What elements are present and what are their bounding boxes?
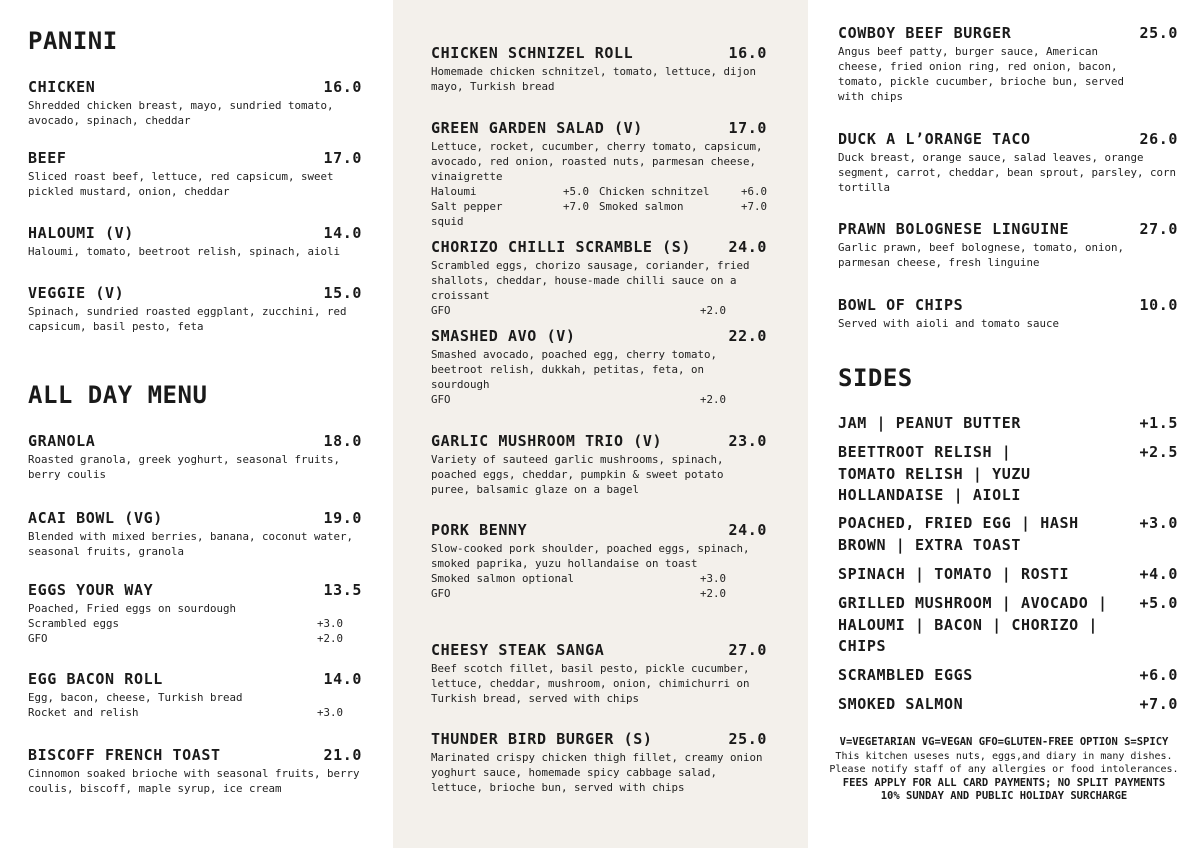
menu-item <box>431 431 767 497</box>
item-price: 27.0 <box>1139 220 1178 238</box>
dietary-legend: V=VEGETARIAN VG=VEGAN GFO=GLUTEN-FREE OPTION S=SPICY <box>839 736 1169 748</box>
all-day-menu-title: ALL DAY MENU <box>28 381 208 409</box>
item-price: 16.0 <box>728 44 767 62</box>
side-item <box>838 593 1178 658</box>
extra-price: +3.0 <box>317 706 344 719</box>
addon <box>431 199 599 229</box>
item-description: Homemade chicken schnitzel, tomato, lettuce, dijon mayo, Turkish bread <box>431 65 757 93</box>
addon <box>599 199 767 229</box>
extra-price: +2.0 <box>700 304 727 317</box>
item-name: CHICKEN <box>28 78 96 96</box>
extra-price: +3.0 <box>700 572 727 585</box>
item-description: Egg, bacon, cheese, Turkish bread <box>28 691 243 704</box>
item-name: EGG BACON ROLL <box>28 670 163 688</box>
extra-label: GFO <box>431 304 451 317</box>
extra-label: Rocket and relish <box>28 706 139 719</box>
addon-label: Chicken schnitzel <box>599 185 710 198</box>
item-price: 24.0 <box>728 238 767 256</box>
addon-price: +5.0 <box>562 185 589 198</box>
menu-item <box>28 508 362 559</box>
menu-footer <box>808 736 1200 804</box>
item-price: 24.0 <box>728 521 767 539</box>
item-name: BEEF <box>28 149 67 167</box>
addon-label: Smoked salmon <box>599 200 684 213</box>
item-description: Shredded chicken breast, mayo, sundried tomato, avocado, spinach, cheddar <box>28 99 334 127</box>
item-price: 17.0 <box>323 149 362 167</box>
middle-column <box>393 0 808 848</box>
item-extra <box>431 571 767 586</box>
item-description: Marinated crispy chicken thigh fillet, creamy onion yoghurt sauce, homemade spicy cabbage salad, lettuce, brioche bun, served with chips <box>431 751 763 794</box>
item-description: Cinnomon soaked brioche with seasonal fruits, berry coulis, biscoff, maple syrup, ice cream <box>28 767 360 795</box>
menu-item <box>28 431 362 482</box>
addon-label: Haloumi <box>431 185 477 198</box>
item-price: 14.0 <box>323 670 362 688</box>
item-description: Spinach, sundried roasted eggplant, zucchini, red capsicum, basil pesto, feta <box>28 305 347 333</box>
side-price: +4.0 <box>1139 565 1178 583</box>
menu-item <box>838 295 1178 331</box>
item-description: Blended with mixed berries, banana, coconut water, seasonal fruits, granola <box>28 530 354 558</box>
item-price: 27.0 <box>728 641 767 659</box>
extra-price: +3.0 <box>317 617 344 630</box>
extra-price: +2.0 <box>317 632 344 645</box>
menu-item <box>431 729 767 795</box>
addon-grid <box>431 184 767 229</box>
item-description: Roasted granola, greek yoghurt, seasonal fruits, berry coulis <box>28 453 341 481</box>
menu-item <box>28 580 362 646</box>
item-price: 17.0 <box>728 119 767 137</box>
item-name: ACAI BOWL (VG) <box>28 509 163 527</box>
side-price: +2.5 <box>1139 443 1178 461</box>
addon-price: +6.0 <box>740 185 767 198</box>
left-column <box>0 0 393 848</box>
item-price: 16.0 <box>323 78 362 96</box>
item-description: Duck breast, orange sauce, salad leaves, orange segment, carrot, cheddar, bean sprout, parsley, corn tortilla <box>838 151 1177 194</box>
menu-item <box>431 118 767 229</box>
extra-label: Scrambled eggs <box>28 617 120 630</box>
side-name: SMOKED SALMON <box>838 695 964 713</box>
side-price: +7.0 <box>1139 695 1178 713</box>
item-description: Angus beef patty, burger sauce, American cheese, fried onion ring, red onion, bacon, tomato, pickle cucumber, brioche bun, served with chips <box>838 45 1125 103</box>
extra-label: Smoked salmon optional <box>431 572 575 585</box>
item-description: Poached, Fried eggs on sourdough <box>28 602 237 615</box>
item-name: HALOUMI (V) <box>28 224 134 242</box>
addon <box>599 184 767 199</box>
panini-title: PANINI <box>28 27 118 55</box>
item-price: 14.0 <box>323 224 362 242</box>
item-extra <box>431 303 767 318</box>
item-name: COWBOY BEEF BURGER <box>838 24 1012 42</box>
item-name: CHORIZO CHILLI SCRAMBLE (S) <box>431 238 692 256</box>
item-price: 13.5 <box>323 581 362 599</box>
addon <box>431 184 599 199</box>
item-name: EGGS YOUR WAY <box>28 581 154 599</box>
side-item <box>838 442 1178 507</box>
item-description: Slow-cooked pork shoulder, poached eggs, spinach, smoked paprika, yuzu hollandaise on toast <box>431 542 750 570</box>
sides-title: SIDES <box>838 364 913 392</box>
addon-price: +7.0 <box>562 200 589 213</box>
item-description: Garlic prawn, beef bolognese, tomato, onion, parmesan cheese, fresh linguine <box>838 241 1125 269</box>
extra-label: GFO <box>431 587 451 600</box>
payment-notice: FEES APPLY FOR ALL CARD PAYMENTS; NO SPLIT PAYMENTS <box>842 776 1166 789</box>
side-name: POACHED, FRIED EGG | HASH BROWN | EXTRA TOAST <box>838 514 1079 554</box>
item-name: SMASHED AVO (V) <box>431 327 576 345</box>
menu-item <box>28 148 362 199</box>
menu-item <box>838 219 1178 270</box>
item-description: Served with aioli and tomato sauce <box>838 317 1060 330</box>
menu-item <box>838 129 1178 195</box>
item-price: 26.0 <box>1139 130 1178 148</box>
item-description: Sliced roast beef, lettuce, red capsicum, sweet pickled mustard, onion, cheddar <box>28 170 334 198</box>
allergy-notice: Please notify staff of any allergies or food intolerances. <box>829 764 1179 775</box>
item-extra <box>431 586 767 601</box>
side-item <box>838 513 1178 556</box>
allergy-notice: This kitchen useses nuts, eggs,and diary in many dishes. <box>835 750 1173 762</box>
menu-item <box>431 43 767 94</box>
side-name: SCRAMBLED EGGS <box>838 666 973 684</box>
item-price: 21.0 <box>323 746 362 764</box>
side-item <box>838 694 1178 716</box>
side-item <box>838 564 1178 586</box>
item-price: 18.0 <box>323 432 362 450</box>
side-name: GRILLED MUSHROOM | AVOCADO | HALOUMI | BACON | CHORIZO | CHIPS <box>838 594 1108 655</box>
item-name: PORK BENNY <box>431 521 528 539</box>
item-description: Scrambled eggs, chorizo sausage, coriander, fried shallots, cheddar, house-made chilli sauce on a croissant <box>431 259 750 302</box>
item-price: 25.0 <box>728 730 767 748</box>
menu-item <box>431 640 767 706</box>
side-price: +6.0 <box>1139 666 1178 684</box>
item-price: 19.0 <box>323 509 362 527</box>
menu-item <box>838 23 1178 104</box>
right-column <box>808 0 1200 848</box>
item-price: 15.0 <box>323 284 362 302</box>
item-extra <box>28 631 362 646</box>
item-name: GRANOLA <box>28 432 96 450</box>
menu-item <box>431 237 767 318</box>
menu-item <box>28 669 362 720</box>
item-name: THUNDER BIRD BURGER (S) <box>431 730 653 748</box>
addon-label: Salt pepper squid <box>431 200 503 228</box>
side-item <box>838 413 1178 435</box>
side-name: JAM | PEANUT BUTTER <box>838 414 1021 432</box>
item-extra <box>431 392 767 407</box>
item-price: 10.0 <box>1139 296 1178 314</box>
extra-label: GFO <box>431 393 451 406</box>
item-name: BOWL OF CHIPS <box>838 296 964 314</box>
item-price: 25.0 <box>1139 24 1178 42</box>
side-price: +3.0 <box>1139 514 1178 532</box>
item-price: 22.0 <box>728 327 767 345</box>
item-name: CHEESY STEAK SANGA <box>431 641 605 659</box>
item-description: Lettuce, rocket, cucumber, cherry tomato, capsicum, avocado, red onion, roasted nuts, parmesan cheese, vinaigrette <box>431 140 763 183</box>
menu-item <box>431 326 767 407</box>
item-name: GREEN GARDEN SALAD (V) <box>431 119 643 137</box>
side-name: SPINACH | TOMATO | ROSTI <box>838 565 1070 583</box>
extra-price: +2.0 <box>700 393 727 406</box>
item-price: 23.0 <box>728 432 767 450</box>
item-name: DUCK A L’ORANGE TACO <box>838 130 1031 148</box>
menu-item <box>28 745 362 796</box>
surcharge-notice: 10% SUNDAY AND PUBLIC HOLIDAY SURCHARGE <box>880 790 1128 802</box>
item-name: GARLIC MUSHROOM TRIO (V) <box>431 432 663 450</box>
item-name: CHICKEN SCHNIZEL ROLL <box>431 44 634 62</box>
item-description: Smashed avocado, poached egg, cherry tomato, beetroot relish, dukkah, petitas, feta, on sourdough <box>431 348 718 391</box>
item-description: Beef scotch fillet, basil pesto, pickle cucumber, lettuce, cheddar, mushroom, onion, chimichurri on Turkish bread, served with chips <box>431 662 750 705</box>
item-description: Variety of sauteed garlic mushrooms, spinach, poached eggs, cheddar, pumpkin & sweet potato puree, balsamic glaze on a bagel <box>431 453 724 496</box>
side-price: +5.0 <box>1139 594 1178 612</box>
extra-label: GFO <box>28 632 48 645</box>
side-name: BEETTROOT RELISH | TOMATO RELISH | YUZU HOLLANDAISE | AIOLI <box>838 443 1031 504</box>
item-description: Haloumi, tomato, beetroot relish, spinach, aioli <box>28 245 341 258</box>
item-name: PRAWN BOLOGNESE LINGUINE <box>838 220 1070 238</box>
item-name: BISCOFF FRENCH TOAST <box>28 746 221 764</box>
extra-price: +2.0 <box>700 587 727 600</box>
menu-item <box>28 77 362 128</box>
menu-item <box>28 283 362 334</box>
item-name: VEGGIE (V) <box>28 284 125 302</box>
addon-price: +7.0 <box>740 200 767 213</box>
menu-item <box>28 223 362 259</box>
side-price: +1.5 <box>1139 414 1178 432</box>
item-extra <box>28 616 362 631</box>
item-extra <box>28 705 362 720</box>
side-item <box>838 665 1178 687</box>
menu-item <box>431 520 767 601</box>
